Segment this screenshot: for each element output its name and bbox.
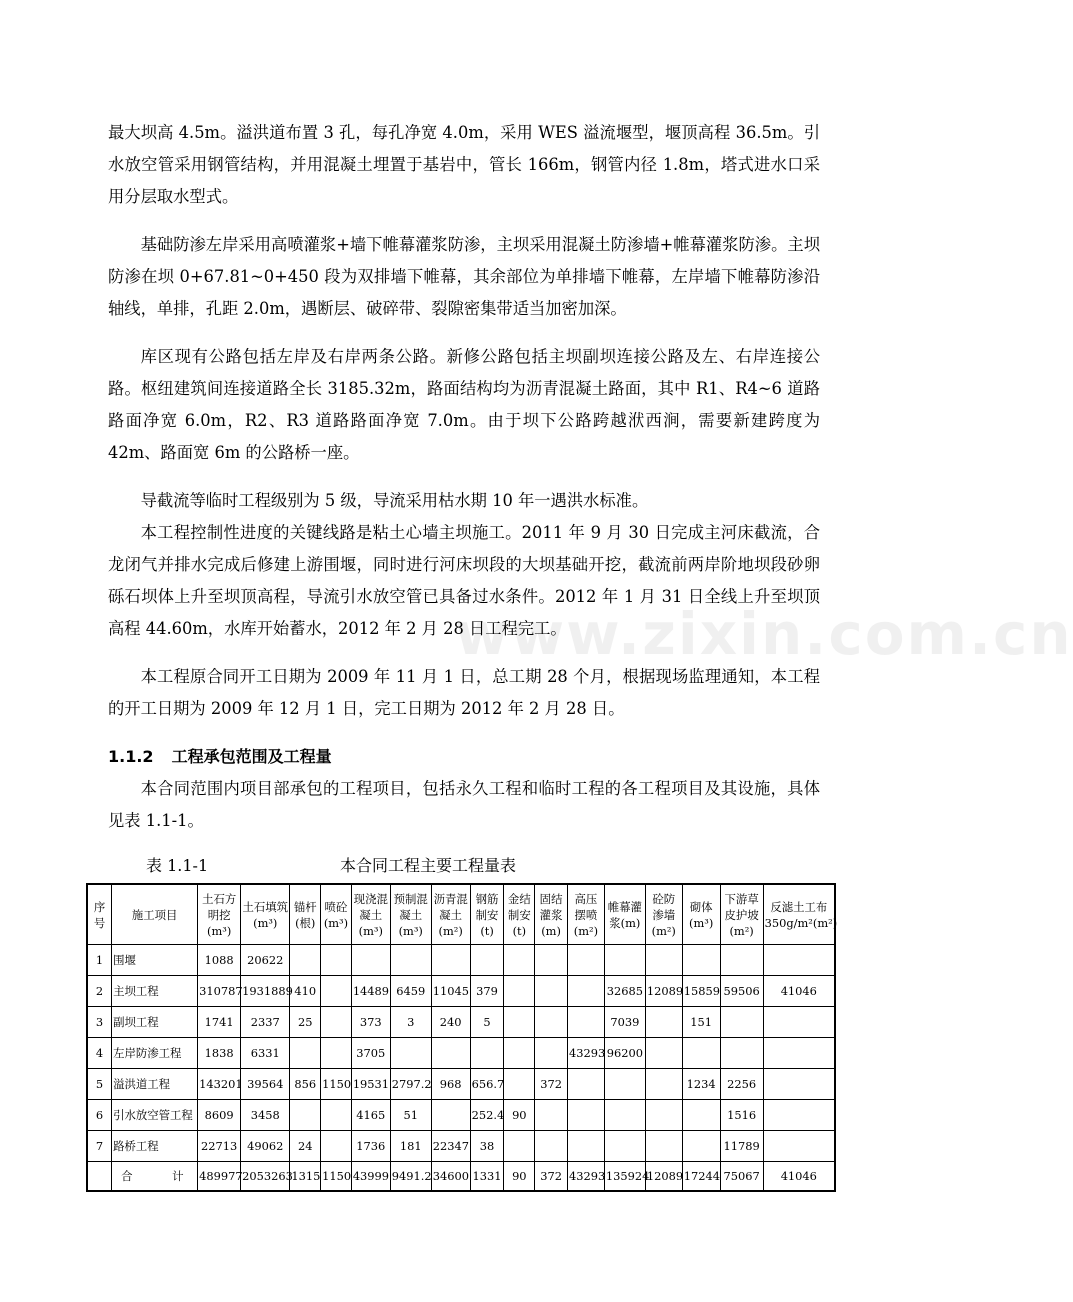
table-cell: 24 <box>290 1131 321 1162</box>
table-cell: 4165 <box>351 1100 390 1131</box>
table-cell <box>535 1100 568 1131</box>
table-cell <box>645 1100 682 1131</box>
table-cell: 1088 <box>198 945 241 976</box>
table-cell: 22713 <box>198 1131 241 1162</box>
table-cell: 11789 <box>720 1131 763 1162</box>
table-cell <box>290 1038 321 1069</box>
table-cell <box>470 1038 504 1069</box>
table-cell <box>567 1007 604 1038</box>
column-header: 反滤土工布350g/m²(m²) <box>763 884 835 945</box>
table-row <box>87 1131 835 1162</box>
table-cell <box>431 1038 470 1069</box>
table-cell: 1931889 <box>241 976 290 1007</box>
table-cell: 2 <box>87 976 112 1007</box>
table-cell <box>504 1131 535 1162</box>
table-cell <box>604 1069 645 1100</box>
table-cell: 引水放空管工程 <box>112 1100 198 1131</box>
table-total-cell: 135924 <box>604 1162 645 1192</box>
paragraph-diversion: 导截流等临时工程级别为 5 级，导流采用枯水期 10 年一遇洪水标准。 <box>140 491 649 510</box>
table-cell <box>290 1100 321 1131</box>
table-total-cell: 2053263 <box>241 1162 290 1192</box>
table-cell: 11045 <box>431 976 470 1007</box>
column-header: 固结灌浆(m) <box>535 884 568 945</box>
table-cell: 7039 <box>604 1007 645 1038</box>
table-row <box>87 945 835 976</box>
table-cell: 左岸防渗工程 <box>112 1038 198 1069</box>
table-cell: 6 <box>87 1100 112 1131</box>
paragraph-seepage-control: 基础防渗左岸采用高喷灌浆+墙下帷幕灌浆防渗，主坝采用混凝土防渗墙+帷幕灌浆防渗。主坝防渗在坝 0+67.81~0+450 段为双排墙下帷幕，其余部位为单排墙下帷幕，左岸墙下帷幕防渗沿轴线，单排，孔距 2.0m，遇断层、破碎带、裂隙密集带适当加密加深。 <box>108 235 820 318</box>
column-header: 砼防渗墙(m²) <box>645 884 682 945</box>
table-cell: 3 <box>87 1007 112 1038</box>
table-total-cell: 合 计 <box>112 1162 198 1192</box>
column-header: 土石方明挖(m³) <box>198 884 241 945</box>
table-cell: 5 <box>87 1069 112 1100</box>
table-header-row <box>87 884 835 945</box>
table-cell: 8609 <box>198 1100 241 1131</box>
table-cell: 143201 <box>198 1069 241 1100</box>
table-cell <box>431 1100 470 1131</box>
column-header: 金结制安(t) <box>504 884 535 945</box>
column-header: 土石填筑(m³) <box>241 884 290 945</box>
table-cell <box>567 976 604 1007</box>
table-cell: 151 <box>682 1007 720 1038</box>
table-cell: 181 <box>390 1131 431 1162</box>
table-cell: 20622 <box>241 945 290 976</box>
table-cell <box>321 1038 352 1069</box>
table-cell <box>504 945 535 976</box>
table-total-cell: 489977 <box>198 1162 241 1192</box>
column-header: 喷砼(m³) <box>321 884 352 945</box>
table-total-cell: 12089 <box>645 1162 682 1192</box>
table-cell <box>682 945 720 976</box>
column-header: 下游草皮护坡(m²) <box>720 884 763 945</box>
table-cell: 372 <box>535 1069 568 1100</box>
table-cell: 59506 <box>720 976 763 1007</box>
column-header: 序号 <box>87 884 112 945</box>
table-cell: 3705 <box>351 1038 390 1069</box>
table-cell <box>645 945 682 976</box>
table-total-cell: 43999 <box>351 1162 390 1192</box>
table-cell: 41046 <box>763 976 835 1007</box>
table-cell <box>290 945 321 976</box>
table-cell <box>351 945 390 976</box>
column-header: 砌体(m³) <box>682 884 720 945</box>
table-cell: 路桥工程 <box>112 1131 198 1162</box>
table-cell <box>645 1007 682 1038</box>
table-total-cell: 1315 <box>290 1162 321 1192</box>
quantity-table <box>86 883 836 1192</box>
table-cell <box>645 1069 682 1100</box>
table-cell <box>763 1038 835 1069</box>
table-cell <box>567 1069 604 1100</box>
table-cell: 2256 <box>720 1069 763 1100</box>
paragraph-schedule: 本工程控制性进度的关键线路是粘土心墙主坝施工。2011 年 9 月 30 日完成主河床截流，合龙闭气并排水完成后修建上游围堰，同时进行河床坝段的大坝基础开挖，截流前两岸阶地坝段砂卵砾石坝体上升至坝顶高程，导流引水放空管已具备过水条件。2012 年 1 月 31 日全线上升至坝顶高程 44.60m，水库开始蓄水，2012 年 2 月 28 日工程完工。 <box>108 523 820 638</box>
table-cell: 379 <box>470 976 504 1007</box>
table-cell: 38 <box>470 1131 504 1162</box>
table-cell <box>567 945 604 976</box>
table-row <box>87 1069 835 1100</box>
section-heading <box>108 744 332 767</box>
table-cell <box>604 1100 645 1131</box>
table-cell: 43293 <box>567 1038 604 1069</box>
table-total-cell: 75067 <box>720 1162 763 1192</box>
table-cell: 3458 <box>241 1100 290 1131</box>
table-cell <box>431 945 470 976</box>
table-cell: 6331 <box>241 1038 290 1069</box>
table-cell: 围堰 <box>112 945 198 976</box>
table-total-row <box>87 1162 835 1192</box>
table-cell <box>720 1038 763 1069</box>
table-cell: 12089 <box>645 976 682 1007</box>
table-cell: 856 <box>290 1069 321 1100</box>
table-cell <box>720 1007 763 1038</box>
table-row <box>87 1100 835 1131</box>
table-cell <box>763 1069 835 1100</box>
table-cell <box>535 945 568 976</box>
table-cell <box>504 1007 535 1038</box>
table-cell: 51 <box>390 1100 431 1131</box>
table-cell <box>682 1131 720 1162</box>
table-total-cell: 9491.2 <box>390 1162 431 1192</box>
table-cell: 15859 <box>682 976 720 1007</box>
table-cell: 49062 <box>241 1131 290 1162</box>
table-cell <box>321 1007 352 1038</box>
table-cell: 1838 <box>198 1038 241 1069</box>
table-total-cell <box>87 1162 112 1192</box>
table-cell: 5 <box>470 1007 504 1038</box>
table-cell <box>535 976 568 1007</box>
table-cell: 副坝工程 <box>112 1007 198 1038</box>
table-cell: 410 <box>290 976 321 1007</box>
column-header: 施工项目 <box>112 884 198 945</box>
table-total-cell: 90 <box>504 1162 535 1192</box>
section-title: 工程承包范围及工程量 <box>171 747 332 766</box>
table-cell <box>604 1131 645 1162</box>
table-cell <box>390 1038 431 1069</box>
column-header: 锚杆(根) <box>290 884 321 945</box>
table-cell <box>504 1069 535 1100</box>
table-caption-number: 表 1.1-1 <box>146 856 209 875</box>
table-cell: 1 <box>87 945 112 976</box>
table-cell <box>682 1038 720 1069</box>
table-cell: 1150 <box>321 1069 352 1100</box>
table-cell: 90 <box>504 1100 535 1131</box>
table-total-cell: 1331 <box>470 1162 504 1192</box>
table-cell: 1516 <box>720 1100 763 1131</box>
table-row <box>87 976 835 1007</box>
section-number: 1.1.2 <box>108 747 154 766</box>
table-total-cell: 17244 <box>682 1162 720 1192</box>
table-cell <box>567 1100 604 1131</box>
table-cell: 7 <box>87 1131 112 1162</box>
table-caption-title: 本合同工程主要工程量表 <box>340 856 517 875</box>
paragraph-contract-dates: 本工程原合同开工日期为 2009 年 11 月 1 日，总工期 28 个月，根据现场监理通知，本工程的开工日期为 2009 年 12 月 1 日，完工日期为 2012 年 2 月 28 日。 <box>108 667 820 718</box>
table-cell <box>763 1007 835 1038</box>
table-cell: 2337 <box>241 1007 290 1038</box>
table-cell <box>720 945 763 976</box>
table-cell: 968 <box>431 1069 470 1100</box>
table-cell: 6459 <box>390 976 431 1007</box>
table-cell: 22347 <box>431 1131 470 1162</box>
table-row <box>87 1038 835 1069</box>
table-cell: 25 <box>290 1007 321 1038</box>
table-cell <box>604 945 645 976</box>
paragraph-dam-spillway: 最大坝高 4.5m。溢洪道布置 3 孔，每孔净宽 4.0m，采用 WES 溢流堰型，堰顶高程 36.5m。引水放空管采用钢管结构，并用混凝土埋置于基岩中，管长 166m，钢管内径 1.8m，塔式进水口采用分层取水型式。 <box>108 123 820 206</box>
table-cell: 主坝工程 <box>112 976 198 1007</box>
table-cell: 19531 <box>351 1069 390 1100</box>
paragraph-scope: 本合同范围内项目部承包的工程项目，包括永久工程和临时工程的各工程项目及其设施，具体见表 1.1-1。 <box>108 779 820 830</box>
table-total-cell: 43293 <box>567 1162 604 1192</box>
table-cell: 溢洪道工程 <box>112 1069 198 1100</box>
table-cell: 252.4 <box>470 1100 504 1131</box>
table-cell <box>535 1038 568 1069</box>
column-header: 现浇混凝土(m³) <box>351 884 390 945</box>
table-cell: 1234 <box>682 1069 720 1100</box>
table-total-cell: 372 <box>535 1162 568 1192</box>
table-cell: 373 <box>351 1007 390 1038</box>
table-cell: 1736 <box>351 1131 390 1162</box>
table-cell: 14489 <box>351 976 390 1007</box>
table-total-cell: 1150 <box>321 1162 352 1192</box>
table-cell <box>645 1131 682 1162</box>
table-cell <box>645 1038 682 1069</box>
table-cell: 4 <box>87 1038 112 1069</box>
table-cell <box>504 1038 535 1069</box>
table-cell: 310787 <box>198 976 241 1007</box>
table-cell: 656.7 <box>470 1069 504 1100</box>
table-cell <box>763 1100 835 1131</box>
table-cell: 1741 <box>198 1007 241 1038</box>
table-total-cell: 41046 <box>763 1162 835 1192</box>
table-cell: 39564 <box>241 1069 290 1100</box>
table-cell: 96200 <box>604 1038 645 1069</box>
table-cell: 240 <box>431 1007 470 1038</box>
table-row <box>87 1007 835 1038</box>
table-cell: 2797.2 <box>390 1069 431 1100</box>
paragraph-roads: 库区现有公路包括左岸及右岸两条公路。新修公路包括主坝副坝连接公路及左、右岸连接公路。枢纽建筑间连接道路全长 3185.32m，路面结构均为沥青混凝土路面，其中 R1、R4~6 道路路面净宽 6.0m，R2、R3 道路路面净宽 7.0m。由于坝下公路跨越洑西涧，需要新建跨度为 42m、路面宽 6m 的公路桥一座。 <box>108 347 820 462</box>
column-header: 沥青混凝土(m²) <box>431 884 470 945</box>
column-header: 帷幕灌浆(m) <box>604 884 645 945</box>
table-cell <box>763 945 835 976</box>
table-cell <box>390 945 431 976</box>
table-cell: 3 <box>390 1007 431 1038</box>
table-cell <box>535 1007 568 1038</box>
column-header: 钢筋制安(t) <box>470 884 504 945</box>
watermark: www.zixin.com.cn <box>455 600 1073 668</box>
table-cell: 32685 <box>604 976 645 1007</box>
table-cell <box>682 1100 720 1131</box>
table-cell <box>567 1131 604 1162</box>
table-cell <box>535 1131 568 1162</box>
table-cell <box>470 945 504 976</box>
table-cell <box>763 1131 835 1162</box>
table-cell <box>321 1131 352 1162</box>
table-total-cell: 34600 <box>431 1162 470 1192</box>
table-cell <box>321 1100 352 1131</box>
table-cell <box>504 976 535 1007</box>
column-header: 高压摆喷(m²) <box>567 884 604 945</box>
table-cell <box>321 945 352 976</box>
column-header: 预制混凝土(m³) <box>390 884 431 945</box>
table-cell <box>321 976 352 1007</box>
